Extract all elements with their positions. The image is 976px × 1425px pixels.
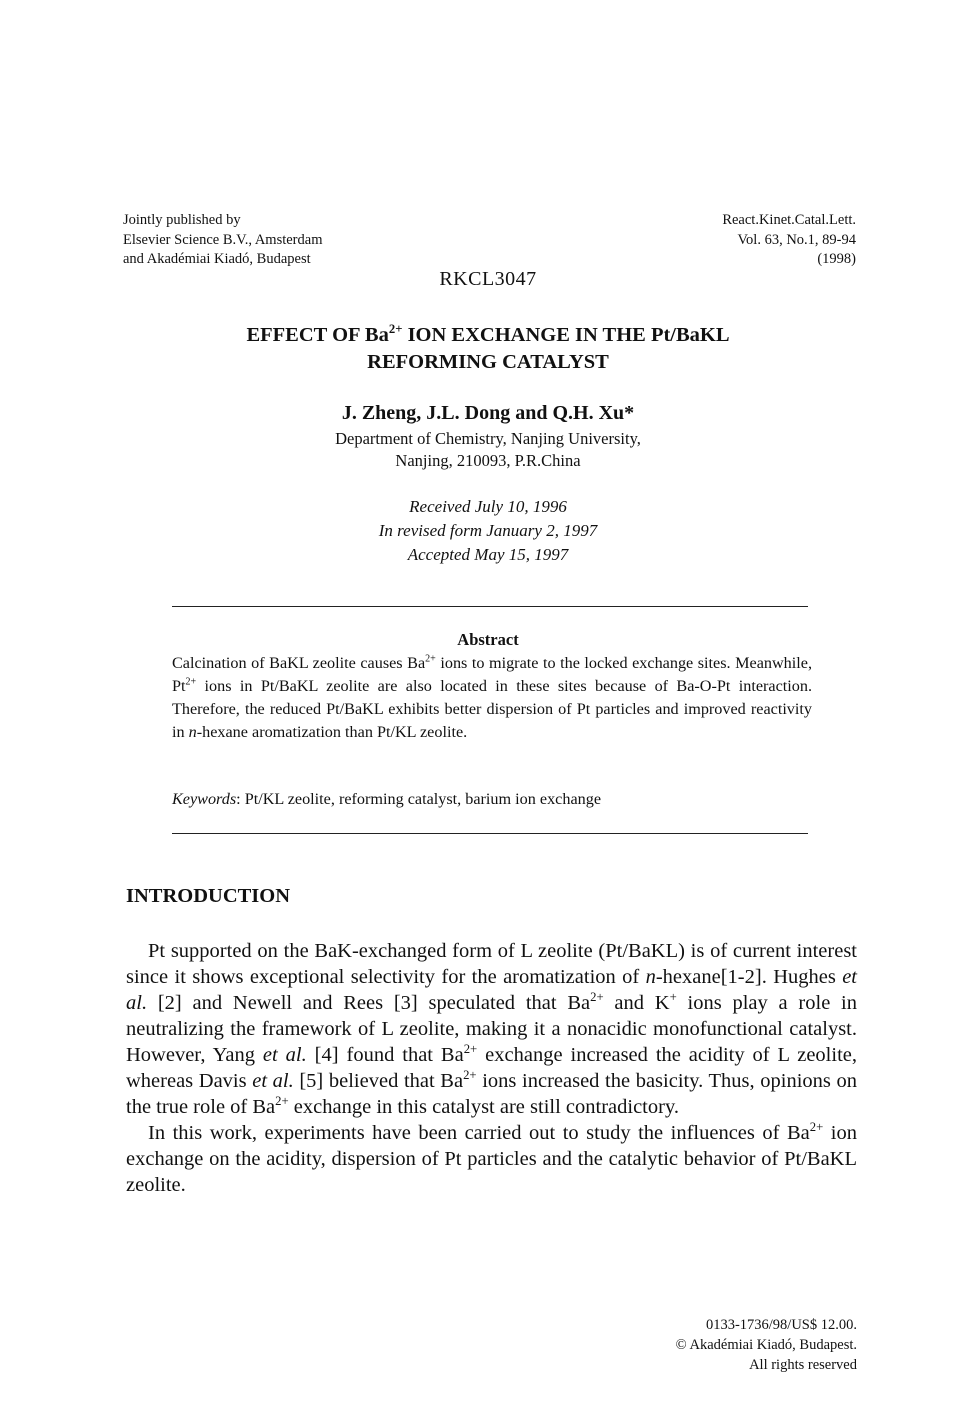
article-code: RKCL3047 — [439, 268, 537, 290]
introduction-body — [126, 938, 857, 1198]
accepted-date: Accepted May 15, 1997 — [407, 545, 569, 564]
affiliation — [0, 428, 976, 472]
journal-line: React.Kinet.Catal.Lett. — [722, 212, 856, 228]
publisher-line: and Akadémiai Kiadó, Budapest — [123, 251, 311, 267]
affiliation-line: Department of Chemistry, Nanjing University, — [335, 429, 641, 448]
paper-title — [0, 322, 976, 376]
journal-line: (1998) — [817, 251, 856, 267]
title-line-1 — [0, 322, 976, 349]
keywords — [172, 790, 812, 809]
title-line-2: REFORMING CATALYST — [367, 351, 609, 373]
title-superscript: 2+ — [388, 322, 403, 337]
copyright-notice — [676, 1315, 857, 1375]
received-date: Received July 10, 1996 — [409, 497, 567, 516]
abstract-text: Calcination of BaKL zeolite causes $Ba^{2+}$ ions to migrate to the locked exchange sites. Meanwhile, $Pt^{2+}$ ions in Pt/BaKL zeolite are also located in these sites because of Ba-O-Pt interaction. Therefore, the reduced Pt/BaKL exhibits better dispersion of Pt particles and improved reactivity in n-hexane aromatization than Pt/KL zeolite. — [172, 653, 812, 741]
publisher-line: Elsevier Science B.V., Amsterdam — [123, 231, 323, 248]
copyright-line: 0133-1736/98/US$ 12.00. — [705, 1317, 857, 1333]
copyright-line: © Akadémiai Kiadó, Budapest. — [675, 1337, 857, 1353]
authors: J. Zheng, J.L. Dong and Q.H. Xu* — [341, 402, 635, 424]
intro-paragraph-1: Pt supported on the BaK-exchanged form of L zeolite (Pt/BaKL) is of current interest since it shows exceptional selectivity for the aromatization of n-hexane[1-2]. Hughes et al. [2] and Newell and Rees [3] speculated that $Ba^{2+}$ and K+ ions play a role in neutralizing the framework of L zeolite, making it a nonacidic monofunctional catalyst. However, Yang et al. [4] found that $Ba^{2+}$ exchange increased the acidity of L zeolite, whereas Davis et al. [5] believed that $Ba^{2+}$ ions increased the basicity. Thus, opinions on the true role of $Ba^{2+}$ exchange in this catalyst are still contradictory. — [126, 940, 858, 1118]
divider-top — [172, 606, 808, 607]
divider-bottom — [172, 833, 808, 834]
keywords-label: Keywords — [172, 790, 237, 808]
publication-dates — [0, 495, 976, 567]
abstract-heading: Abstract — [457, 630, 519, 649]
journal-line: Vol. 63, No.1, 89-94 — [737, 231, 856, 248]
title-text: EFFECT OF Ba — [246, 324, 389, 346]
title-text: ION EXCHANGE IN THE Pt/BaKL — [402, 324, 730, 346]
keywords-text: : Pt/KL zeolite, reforming catalyst, barium ion exchange — [236, 790, 602, 808]
publisher-info — [123, 211, 322, 270]
revised-date: In revised form January 2, 1997 — [378, 521, 598, 540]
section-heading-introduction: INTRODUCTION — [126, 885, 291, 907]
intro-paragraph-2: In this work, experiments have been carried out to study the influences of $Ba^{2+}$ ion exchange on the acidity, dispersion of Pt particles and the catalytic behavior of Pt/BaKL zeolite. — [126, 1120, 857, 1196]
journal-reference — [722, 211, 856, 270]
affiliation-line: Nanjing, 210093, P.R.China — [395, 451, 581, 470]
publisher-line: Jointly published by — [123, 212, 241, 228]
copyright-line: All rights reserved — [749, 1357, 857, 1373]
